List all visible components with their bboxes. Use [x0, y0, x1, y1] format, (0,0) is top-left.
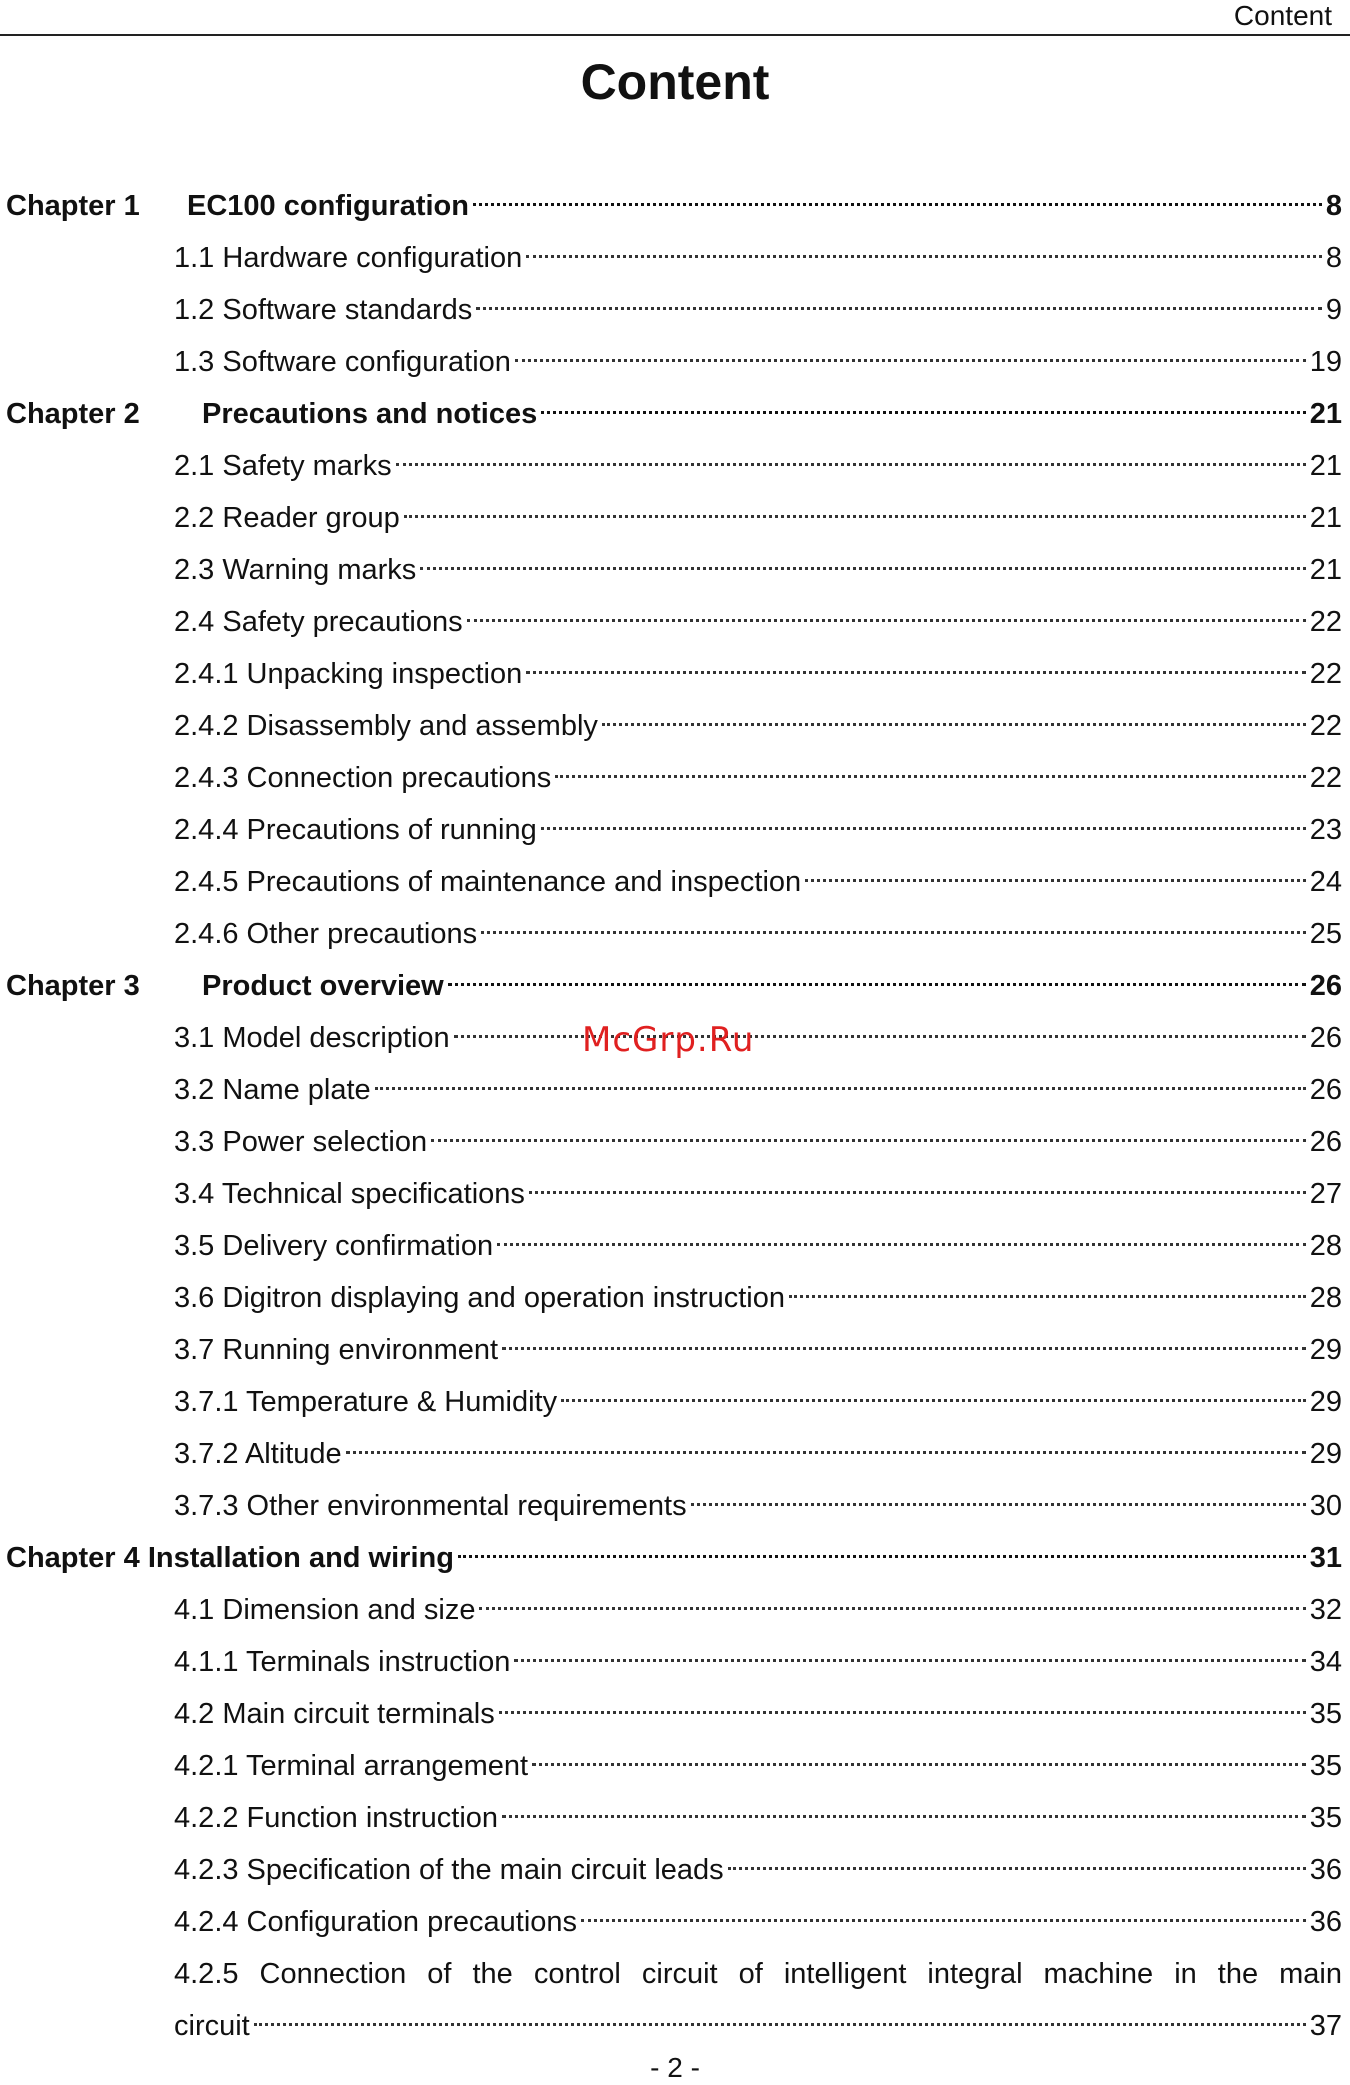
- dot-leader: [502, 1347, 1306, 1350]
- toc-chapter-entry[interactable]: [0, 388, 1350, 440]
- dot-leader: [561, 1399, 1306, 1402]
- toc-entry[interactable]: [0, 1324, 1350, 1376]
- toc-entry[interactable]: [0, 1064, 1350, 1116]
- toc-page-number: 29: [1309, 1334, 1342, 1366]
- toc-page-number: 23: [1309, 814, 1342, 846]
- toc-entry[interactable]: [0, 440, 1350, 492]
- toc-entry-title: 2.4.4 Precautions of running: [174, 814, 537, 846]
- toc-entry-title: EC100 configuration: [187, 190, 469, 222]
- toc-page-number: 35: [1309, 1750, 1342, 1782]
- toc-page-number: 30: [1309, 1490, 1342, 1522]
- dot-leader: [728, 1867, 1306, 1870]
- toc-entry-title-line1: 4.2.5 Connection of the control circuit of intelligent integral machine in the main: [174, 1958, 1342, 1990]
- toc-page-number: 22: [1309, 606, 1342, 638]
- dot-leader: [514, 1659, 1305, 1662]
- toc-chapter-entry[interactable]: [0, 960, 1350, 1012]
- toc-entry[interactable]: [0, 804, 1350, 856]
- toc-page-number: 24: [1309, 866, 1342, 898]
- toc-entry[interactable]: [0, 1948, 1350, 2052]
- dot-leader: [404, 515, 1306, 518]
- toc-entry-title: 1.3 Software configuration: [174, 346, 511, 378]
- dot-leader: [420, 567, 1305, 570]
- toc-entry-title: 4.1 Dimension and size: [174, 1594, 476, 1626]
- running-header: Content: [1233, 0, 1332, 31]
- dot-leader: [789, 1295, 1306, 1298]
- dot-leader: [515, 359, 1306, 362]
- toc-entry[interactable]: [0, 1584, 1350, 1636]
- toc-chapter-entry[interactable]: [0, 1532, 1350, 1584]
- toc-entry-title: 2.4.3 Connection precautions: [174, 762, 552, 794]
- chapter-label: Chapter 2: [6, 398, 140, 430]
- dot-leader: [555, 775, 1305, 778]
- dot-leader: [448, 983, 1306, 986]
- toc-page-number: 37: [1309, 2010, 1342, 2042]
- toc-entry-title: 4.2.2 Function instruction: [174, 1802, 499, 1834]
- toc-entry-title: Product overview: [202, 970, 444, 1002]
- dot-leader: [396, 463, 1306, 466]
- toc-entry-title: 3.4 Technical specifications: [174, 1178, 525, 1210]
- dot-leader: [532, 1763, 1306, 1766]
- dot-leader: [479, 1607, 1305, 1610]
- toc-entry[interactable]: [0, 700, 1350, 752]
- toc-entry-title: 1.2 Software standards: [174, 294, 473, 326]
- toc-page-number: 9: [1325, 294, 1342, 326]
- toc-page-number: 26: [1309, 1074, 1342, 1106]
- toc-entry[interactable]: [0, 544, 1350, 596]
- toc-entry[interactable]: [0, 336, 1350, 388]
- dot-leader: [467, 619, 1306, 622]
- toc-entry[interactable]: [0, 1688, 1350, 1740]
- toc-page-number: 32: [1309, 1594, 1342, 1626]
- toc-entry-title: circuit: [174, 2010, 250, 2042]
- toc-entry-title: 2.2 Reader group: [174, 502, 400, 534]
- toc-entry-title: 4.2 Main circuit terminals: [174, 1698, 495, 1730]
- toc-entry[interactable]: [0, 1116, 1350, 1168]
- toc-entry[interactable]: [0, 492, 1350, 544]
- toc-page-number: 22: [1309, 658, 1342, 690]
- chapter-label: Chapter 1: [6, 190, 140, 222]
- dot-leader: [458, 1555, 1306, 1558]
- page-title: Content: [580, 54, 770, 110]
- toc-entry[interactable]: [0, 1896, 1350, 1948]
- dot-leader: [529, 1191, 1306, 1194]
- dot-leader: [481, 931, 1306, 934]
- toc-entry-title: 4.1.1 Terminals instruction: [174, 1646, 511, 1678]
- toc-entry-title: 3.3 Power selection: [174, 1126, 428, 1158]
- toc-entry-title: 3.5 Delivery confirmation: [174, 1230, 494, 1262]
- toc-entry[interactable]: [0, 1168, 1350, 1220]
- dot-leader: [526, 255, 1322, 258]
- toc-entry[interactable]: [0, 232, 1350, 284]
- toc-page-number: 28: [1309, 1230, 1342, 1262]
- toc-entry[interactable]: [0, 1740, 1350, 1792]
- toc-page-number: 34: [1309, 1646, 1342, 1678]
- toc-entry[interactable]: [0, 1636, 1350, 1688]
- toc-entry[interactable]: [0, 648, 1350, 700]
- toc-entry-title: 2.3 Warning marks: [174, 554, 417, 586]
- toc-entry[interactable]: [0, 1428, 1350, 1480]
- toc-entry[interactable]: [0, 1376, 1350, 1428]
- toc-page-number: 31: [1309, 1542, 1342, 1574]
- toc-entry[interactable]: [0, 596, 1350, 648]
- dot-leader: [526, 671, 1306, 674]
- toc-page-number: 26: [1309, 1126, 1342, 1158]
- toc-page-number: 21: [1309, 398, 1342, 430]
- toc-entry[interactable]: [0, 1272, 1350, 1324]
- dot-leader: [476, 307, 1322, 310]
- toc-entry-title: Precautions and notices: [202, 398, 538, 430]
- dot-leader: [473, 203, 1322, 206]
- toc-entry[interactable]: [0, 1844, 1350, 1896]
- dot-leader: [581, 1919, 1306, 1922]
- toc-page-number: 22: [1309, 710, 1342, 742]
- toc-entry-title: 2.4.2 Disassembly and assembly: [174, 710, 598, 742]
- toc-page-number: 25: [1309, 918, 1342, 950]
- toc-entry-title: 3.7.2 Altitude: [174, 1438, 342, 1470]
- toc-entry-title: 4.2.1 Terminal arrangement: [174, 1750, 529, 1782]
- toc-entry-title: 4.2.3 Specification of the main circuit leads: [174, 1854, 724, 1886]
- dot-leader: [602, 723, 1306, 726]
- dot-leader: [805, 879, 1306, 882]
- toc-page-number: 36: [1309, 1906, 1342, 1938]
- page-number: - 2 -: [650, 2052, 700, 2083]
- toc-page-number: 8: [1325, 190, 1342, 222]
- toc-entry[interactable]: [0, 908, 1350, 960]
- toc-entry-title: 3.7.3 Other environmental requirements: [174, 1490, 687, 1522]
- dot-leader: [254, 2023, 1306, 2026]
- dot-leader: [541, 827, 1306, 830]
- toc-entry-title: 2.4 Safety precautions: [174, 606, 463, 638]
- toc-entry-title: Chapter 4 Installation and wiring: [6, 1542, 454, 1574]
- toc-entry-title: 3.6 Digitron displaying and operation instruction: [174, 1282, 785, 1314]
- toc-entry-title: 2.4.5 Precautions of maintenance and inspection: [174, 866, 802, 898]
- toc-entry-title: 3.7.1 Temperature & Humidity: [174, 1386, 558, 1418]
- toc-entry-title: 3.2 Name plate: [174, 1074, 371, 1106]
- dot-leader: [502, 1815, 1306, 1818]
- dot-leader: [499, 1711, 1306, 1714]
- toc-entry-title: 2.1 Safety marks: [174, 450, 392, 482]
- dot-leader: [346, 1451, 1306, 1454]
- toc-entry[interactable]: [0, 1220, 1350, 1272]
- toc-entry-title: 2.4.6 Other precautions: [174, 918, 478, 950]
- dot-leader: [497, 1243, 1306, 1246]
- toc-page-number: 29: [1309, 1386, 1342, 1418]
- toc-entry[interactable]: [0, 1480, 1350, 1532]
- dot-leader: [691, 1503, 1306, 1506]
- toc-entry-title: 4.2.4 Configuration precautions: [174, 1906, 578, 1938]
- toc-page-number: 35: [1309, 1698, 1342, 1730]
- toc-entry-title: 2.4.1 Unpacking inspection: [174, 658, 523, 690]
- dot-leader: [431, 1139, 1306, 1142]
- toc-page-number: 22: [1309, 762, 1342, 794]
- toc-page-number: 26: [1309, 970, 1342, 1002]
- chapter-label: Chapter 3: [6, 970, 140, 1002]
- toc-page-number: 21: [1309, 554, 1342, 586]
- dot-leader: [375, 1087, 1306, 1090]
- toc-page-number: 36: [1309, 1854, 1342, 1886]
- toc-page-number: 26: [1309, 1022, 1342, 1054]
- toc-entry[interactable]: [0, 752, 1350, 804]
- toc-page-number: 8: [1325, 242, 1342, 274]
- toc-page-number: 29: [1309, 1438, 1342, 1470]
- toc-page-number: 28: [1309, 1282, 1342, 1314]
- toc-page-number: 21: [1309, 502, 1342, 534]
- toc-entry[interactable]: [0, 284, 1350, 336]
- header-rule: [0, 34, 1350, 36]
- toc-entry-title: 3.7 Running environment: [174, 1334, 499, 1366]
- table-of-contents: [0, 180, 1350, 2052]
- toc-page-number: 21: [1309, 450, 1342, 482]
- toc-entry[interactable]: [0, 1792, 1350, 1844]
- toc-page-number: 27: [1309, 1178, 1342, 1210]
- watermark: McGrp.Ru: [582, 1020, 755, 1060]
- toc-entry[interactable]: [0, 856, 1350, 908]
- toc-page-number: 19: [1309, 346, 1342, 378]
- toc-page-number: 35: [1309, 1802, 1342, 1834]
- dot-leader: [541, 411, 1306, 414]
- toc-entry-title: 1.1 Hardware configuration: [174, 242, 523, 274]
- toc-entry-title: 3.1 Model description: [174, 1022, 450, 1054]
- toc-chapter-entry[interactable]: [0, 180, 1350, 232]
